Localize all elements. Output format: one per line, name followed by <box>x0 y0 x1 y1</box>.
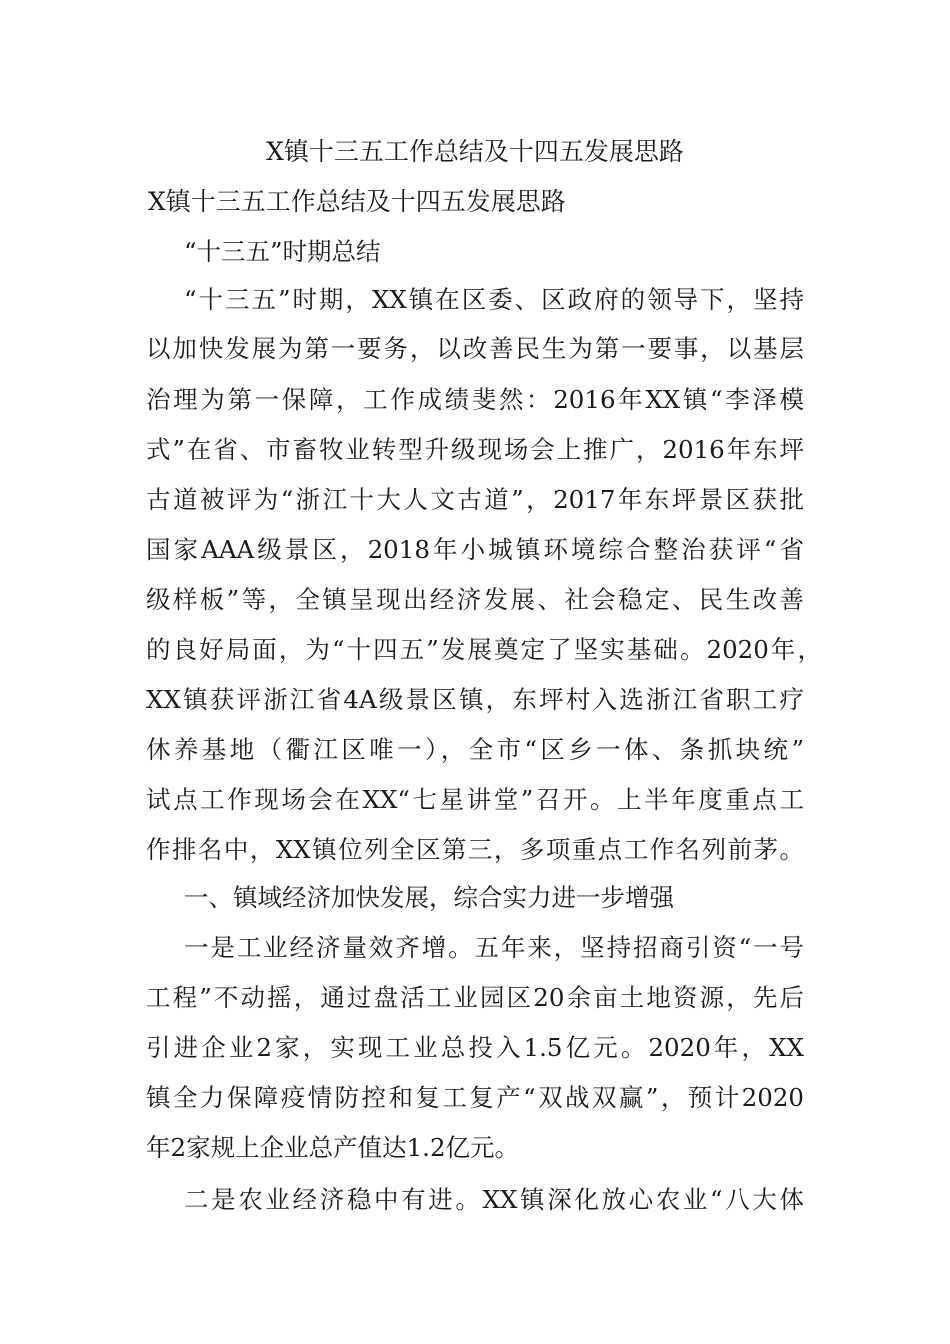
section-heading: “十三五”时期总结 <box>184 237 381 266</box>
paragraph-line: 级样板”等，全镇呈现出经济发展、社会稳定、民生改善 <box>146 585 804 614</box>
paragraph-line: XX镇获评浙江省4A级景区镇，东坪村入选浙江省职工疗 <box>146 685 804 714</box>
paragraph-line: 休养基地（衢江区唯一），全市“区乡一体、条抓块统” <box>146 735 804 764</box>
paragraph-line: 二是农业经济稳中有进。XX镇深化放心农业“八大体 <box>184 1185 804 1214</box>
section-heading: 一、镇域经济加快发展，综合实力进一步增强 <box>184 883 674 912</box>
paragraph-line: 引进企业2家，实现工业总投入1.5亿元。2020年，XX <box>146 1033 804 1062</box>
paragraph-line: 以加快发展为第一要务，以改善民生为第一要事，以基层 <box>146 334 804 363</box>
paragraph-line: 工程”不动摇，通过盘活工业园区20余亩土地资源，先后 <box>146 983 804 1012</box>
paragraph-line: 治理为第一保障，工作成绩斐然：2016年XX镇“李泽模 <box>146 385 804 414</box>
paragraph-line: 试点工作现场会在XX“七星讲堂”召开。上半年度重点工 <box>146 785 804 814</box>
paragraph-line: 国家AAA级景区，2018年小城镇环境综合整治获评“省 <box>146 535 804 564</box>
paragraph-line: 镇全力保障疫情防控和复工复产“双战双赢”，预计2020 <box>146 1083 804 1112</box>
paragraph-line: 的良好局面，为“十四五”发展奠定了坚实基础。2020年， <box>146 635 822 664</box>
paragraph-line: 式”在省、市畜牧业转型升级现场会上推广，2016年东坪 <box>146 435 804 464</box>
document-subtitle: X镇十三五工作总结及十四五发展思路 <box>148 187 566 216</box>
paragraph-line: 古道被评为“浙江十大人文古道”，2017年东坪景区获批 <box>146 485 804 514</box>
document-title: X镇十三五工作总结及十四五发展思路 <box>266 137 684 166</box>
paragraph-line: 年2家规上企业总产值达1.2亿元。 <box>146 1133 520 1162</box>
paragraph-line: 作排名中，XX镇位列全区第三，多项重点工作名列前茅。 <box>146 835 804 864</box>
paragraph-line: 一是工业经济量效齐增。五年来，坚持招商引资“一号 <box>184 933 804 962</box>
paragraph-line: “十三五”时期，XX镇在区委、区政府的领导下，坚持 <box>184 285 804 314</box>
